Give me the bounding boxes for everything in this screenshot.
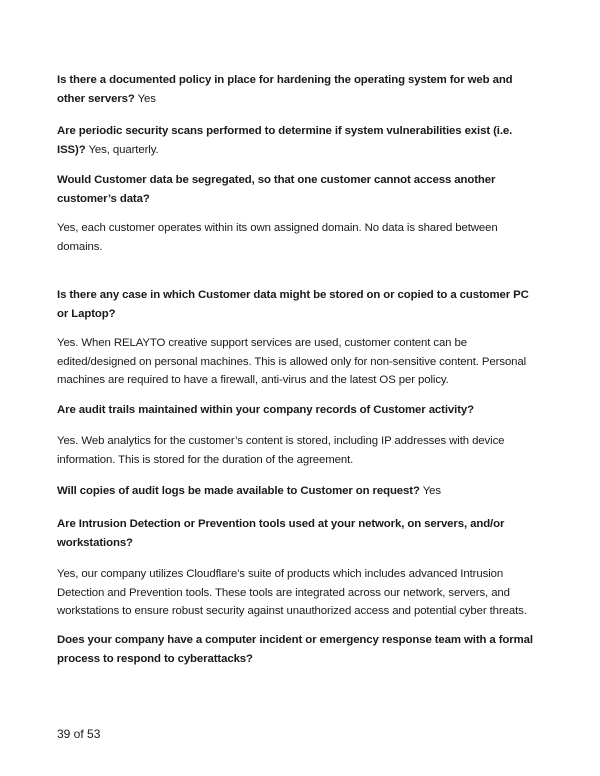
question-text: Are Intrusion Detection or Prevention tools used at your network, on servers, and/or workstations? [57, 518, 505, 549]
question-text: Is there any case in which Customer data might be stored on or copied to a customer PC or Laptop? [57, 289, 529, 320]
answer-text: Yes, our company utilizes Cloudflare's suite of products which includes advanced Intrusion Detection and Prevention tools. These tools are integrated across our network, servers, and workstations to ensure robust security against unauthorized access and potential cyber threats. [57, 568, 527, 617]
qa-item-intrusion-detection-question [57, 515, 537, 552]
qa-item-incident-response-question [57, 631, 537, 668]
inline-answer: Yes [137, 92, 156, 105]
answer-text: Yes, each customer operates within its own assigned domain. No data is shared between domains. [57, 222, 498, 253]
qa-item-pc-storage-answer [57, 334, 537, 390]
qa-item-intrusion-detection-answer [57, 565, 537, 621]
question-text: Are periodic security scans performed to determine if system vulnerabilities exist (i.e. ISS)? [57, 125, 513, 156]
qa-item-security-scans [57, 122, 537, 159]
question-text: Would Customer data be segregated, so that one customer cannot access another customer’s data? [57, 174, 496, 205]
question-text: Is there a documented policy in place for hardening the operating system for web and other servers? [57, 74, 513, 105]
qa-item-data-segregation-question [57, 171, 537, 208]
inline-answer: Yes, quarterly. [88, 143, 159, 156]
qa-item-audit-trails-answer [57, 432, 537, 469]
qa-item-hardening-policy [57, 71, 537, 108]
question-text: Will copies of audit logs be made available to Customer on request? [57, 485, 420, 497]
qa-item-data-segregation-answer [57, 219, 537, 256]
answer-text: Yes. Web analytics for the customer’s content is stored, including IP addresses with device information. This is stored for the duration of the agreement. [57, 435, 505, 466]
qa-item-audit-trails-question [57, 401, 537, 420]
inline-answer: Yes [422, 485, 441, 497]
question-text: Does your company have a computer incident or emergency response team with a formal process to respond to cyberattacks? [57, 634, 533, 665]
page-number: 39 of 53 [57, 727, 101, 741]
answer-text: Yes. When RELAYTO creative support services are used, customer content can be edited/designed on personal machines. This is allowed only for non-sensitive content. Personal machines are required to have a firewall, anti-virus and the latest OS per policy. [57, 337, 527, 386]
qa-item-audit-logs [57, 482, 537, 501]
question-text: Are audit trails maintained within your company records of Customer activity? [57, 404, 475, 416]
qa-item-pc-storage-question [57, 286, 537, 323]
